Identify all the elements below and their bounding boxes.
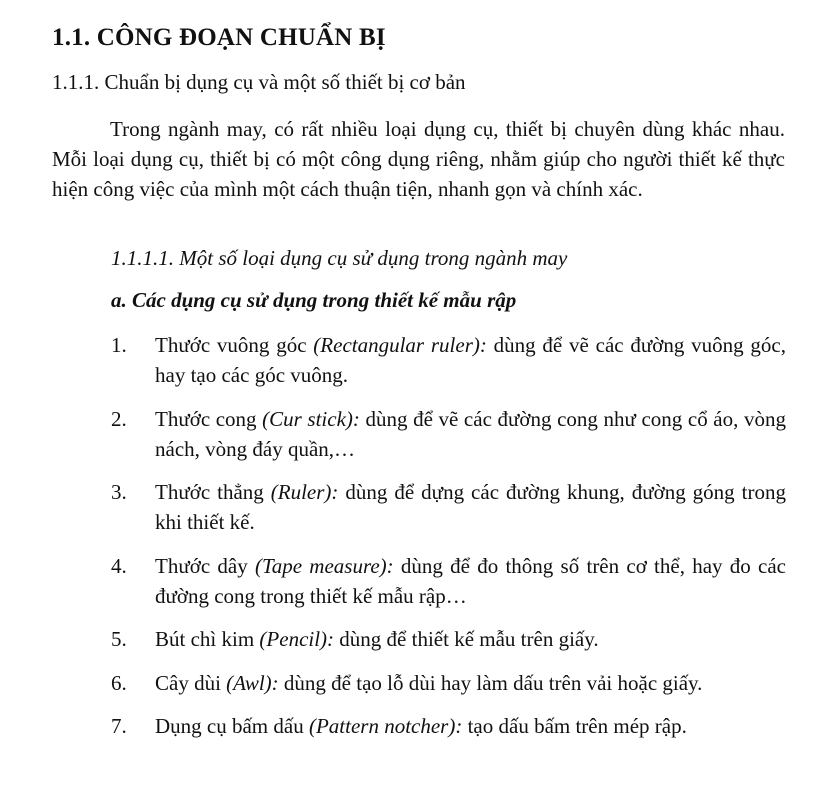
list-item-number: 1. — [111, 333, 127, 357]
tool-description: dùng để đo thông số trên cơ thể, hay đo các đường cong trong thiết kế mẫu rập… — [155, 553, 786, 608]
tool-name: Thước cong — [155, 406, 263, 431]
section-heading: 1.1. CÔNG ĐOẠN CHUẨN BỊ — [52, 24, 386, 51]
tool-description: dùng để dựng các đường khung, đường góng trong khi thiết kế. — [155, 480, 786, 534]
list-item-number: 7. — [111, 714, 127, 738]
tool-english-name: (Rectangular ruler): — [313, 333, 487, 357]
list-item — [111, 624, 786, 654]
subsubsection-heading: 1.1.1.1. Một số loại dụng cụ sử dụng trong ngành may — [111, 246, 568, 270]
list-item-number: 3. — [111, 480, 127, 504]
list-item-number: 4. — [111, 553, 127, 578]
list-item — [111, 477, 786, 537]
tool-name: Dụng cụ bấm dấu — [155, 714, 309, 738]
list-heading: a. Các dụng cụ sử dụng trong thiết kế mẫu rập — [111, 288, 517, 312]
tool-name: Thước dây — [155, 553, 255, 578]
list-item — [111, 668, 786, 698]
tool-english-name: (Cur stick): — [262, 406, 360, 431]
tools-list — [111, 330, 786, 755]
tool-english-name: (Awl): — [226, 670, 279, 695]
tool-description: tạo dấu bấm trên mép rập. — [462, 714, 687, 738]
tool-english-name: (Tape measure): — [254, 553, 394, 578]
list-item-number: 5. — [111, 627, 127, 651]
list-item-number: 2. — [111, 406, 127, 431]
tool-description: dùng để thiết kế mẫu trên giấy. — [334, 627, 599, 651]
list-item — [111, 404, 786, 464]
tool-english-name: (Pencil): — [259, 627, 335, 651]
tool-name: Thước thẳng — [155, 480, 271, 504]
subsection-heading: 1.1.1. Chuẩn bị dụng cụ và một số thiết bị cơ bản — [52, 70, 466, 94]
tool-english-name: (Pattern notcher): — [308, 714, 463, 738]
tool-english-name: (Ruler): — [270, 480, 339, 504]
intro-paragraph: Trong ngành may, có rất nhiều loại dụng cụ, thiết bị chuyên dùng khác nhau. Mỗi loại dụng cụ, thiết bị có một công dụng riêng, nhằm giúp cho người thiết kế thực hiện công việc của mình một cách thuận tiện, nhanh gọn và chính xác. — [52, 117, 785, 201]
list-item-number: 6. — [111, 670, 127, 695]
tool-name: Thước vuông góc — [155, 333, 314, 357]
tool-name: Cây dùi — [155, 670, 227, 695]
tool-description: dùng để vẽ các đường vuông góc, hay tạo các góc vuông. — [155, 333, 786, 387]
tool-description: dùng để tạo lỗ dùi hay làm dấu trên vải hoặc giấy. — [278, 670, 703, 695]
tool-name: Bút chì kim — [155, 627, 260, 651]
list-item — [111, 711, 786, 741]
list-item — [111, 551, 786, 611]
list-item — [111, 330, 786, 390]
tool-description: dùng để vẽ các đường cong như cong cổ áo, vòng nách, vòng đáy quần,… — [155, 406, 786, 461]
